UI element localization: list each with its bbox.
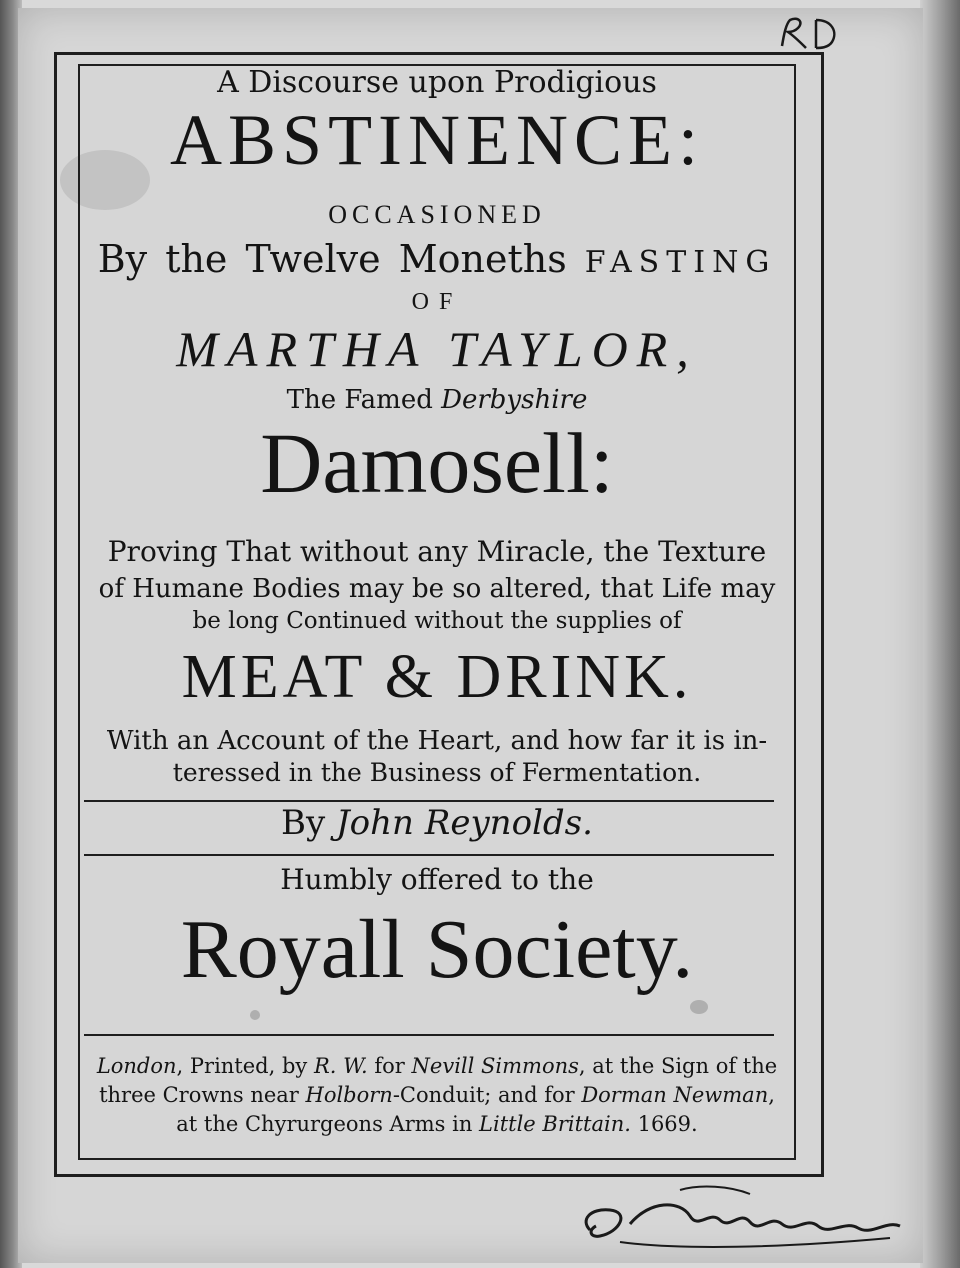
famed-text: The Famed — [286, 385, 442, 415]
imprint-printer: R. W. — [313, 1054, 368, 1078]
divider-rule — [84, 854, 774, 856]
derbyshire-word: Derbyshire — [441, 385, 588, 415]
imprint-text: -Conduit; and for — [392, 1083, 582, 1107]
imprint-line-2 — [78, 1085, 796, 1106]
royall-society-line: Royall Society. — [180, 903, 694, 996]
dedication-line: Humbly offered to the — [280, 863, 594, 896]
title-line-abstinence: ABSTINENCE: — [170, 100, 704, 180]
imprint-london: London — [96, 1054, 177, 1078]
imprint-text: three Crowns near — [99, 1083, 306, 1107]
title-line-fasting — [78, 237, 796, 281]
imprint-text: , Printed, by — [176, 1054, 314, 1078]
author-by: By — [281, 803, 337, 843]
fasting-word: FASTING — [584, 245, 777, 280]
title-line-damosell: Damosell: — [260, 415, 614, 511]
imprint-text: for — [367, 1054, 412, 1078]
title-line-discourse: A Discourse upon Prodigious — [217, 65, 657, 100]
title-line-of: OF — [411, 289, 463, 315]
imprint-text: , at the Sign of the — [578, 1054, 778, 1078]
title-line-famed — [78, 387, 796, 413]
divider-rule — [84, 800, 774, 802]
imprint-holborn: Holborn — [305, 1083, 393, 1107]
author-line — [78, 803, 796, 843]
imprint-year: 1669. — [630, 1112, 698, 1136]
title-line-fasting-text: By the Twelve Moneths — [97, 237, 585, 281]
title-line-martha-taylor: MARTHA TAYLOR, — [176, 321, 698, 377]
imprint-bookseller: Nevill Simmons — [411, 1054, 579, 1078]
title-line-occasioned: OCCASIONED — [328, 200, 546, 229]
subtitle-line-2: of Humane Bodies may be so altered, that Life may — [98, 574, 776, 604]
imprint-newman: Dorman Newman — [581, 1083, 769, 1107]
imprint-little-brittain: Little Brittain. — [479, 1112, 631, 1136]
subtitle-line-4: With an Account of the Heart, and how far it is in- — [106, 726, 768, 756]
handwritten-corner-mark — [776, 14, 848, 54]
divider-rule — [84, 1034, 774, 1036]
subtitle-line-5: teressed in the Business of Fermentation. — [172, 758, 702, 787]
imprint-line-3 — [78, 1114, 796, 1135]
imprint-line-1 — [78, 1056, 796, 1077]
handwritten-signature — [560, 1180, 930, 1260]
page-edge — [920, 0, 960, 1268]
subtitle-line-1: Proving That without any Miracle, the Texture — [107, 535, 767, 568]
title-line-meat-drink: MEAT & DRINK. — [181, 643, 693, 711]
subtitle-line-3: be long Continued without the supplies of — [192, 608, 682, 634]
imprint-text: at the Chyrurgeons Arms in — [176, 1112, 480, 1136]
author-name: John Reynolds. — [336, 803, 593, 843]
imprint-text: , — [768, 1083, 775, 1107]
